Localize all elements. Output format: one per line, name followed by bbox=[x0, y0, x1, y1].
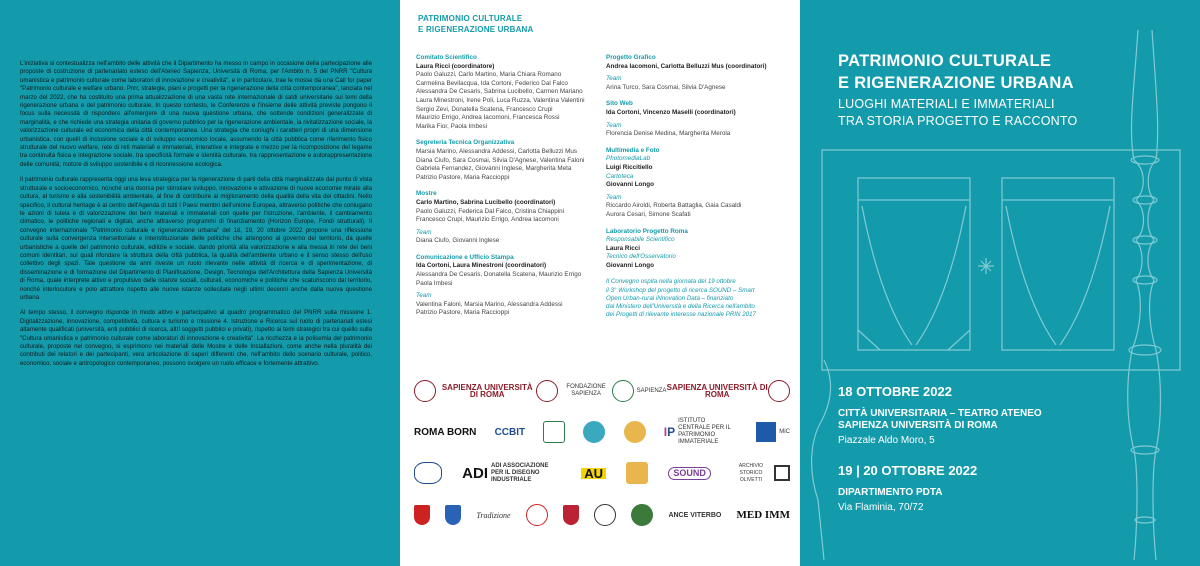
section-lead: Ida Cortoni, Laura Minestroni (coordinatori) bbox=[416, 262, 547, 270]
logo-row-2 bbox=[414, 418, 790, 446]
signature-seal-icon bbox=[768, 380, 790, 402]
credits-left-column bbox=[416, 54, 604, 326]
note-line: dal Ministero dell'Università e della Ricerca nell'ambito bbox=[606, 303, 755, 311]
venue-second: DIPARTIMENTO PDTA bbox=[838, 487, 943, 498]
mic-icon bbox=[756, 422, 776, 442]
note-line: il 3° Workshop del progetto di ricerca SOUND – Smart bbox=[606, 286, 755, 294]
team-line: Valentina Faloni, Marsia Marino, Alessandra Addessi bbox=[416, 300, 563, 308]
intro-text bbox=[20, 60, 372, 375]
credits-section bbox=[606, 54, 786, 92]
date-second: 19 | 20 OTTOBRE 2022 bbox=[838, 463, 978, 478]
section-line: Francesco Crupi, Maurizio Errigo, Andrea Iacomoni bbox=[416, 216, 559, 224]
logo-comune-1 bbox=[414, 505, 430, 525]
logo-signature bbox=[768, 380, 790, 402]
logo-adi: ADI ADI ASSOCIAZIONE PER IL DISEGNO INDUSTRIALE bbox=[462, 462, 549, 483]
intro-paragraph-3: Al tempo stesso, il convegno risponde in modo attivo e partecipativo al quadro programmatico del PNRR sulla missione 1. Digitalizzazione, innovazione, competitività, cultura e turismo e missione 4. Istruzione e Ricerca sul ruolo di partenariati estesi altamente qualificati (università, enti pubblici di ricerca, altri soggetti pubblici e privati), rispetto ai temi strategici tra cui quello sulla "Cultura umanistica e patrimonio culturale come laboratori di innovazione e creatività". La ricchezza e la polisemia del patrimonio culturale, proposte nel convegno, si esprimono nei materiali delle Mostre e delle Installazioni, come anche nella pluralità dei contributi dei relatori e dei partecipanti, vera articolazione di saperi differenti che, nell'ambito dello scenario culturale, politico, economico, sociale e antropologico contemporaneo, possono svolgere un ruolo efficace e fortemente attrattivo. bbox=[20, 309, 372, 367]
section-line: Laura Minestroni, Irene Poli, Luca Ruzza, Valentina Valentini bbox=[416, 96, 585, 104]
credits-section bbox=[606, 228, 786, 271]
section-title: Segreteria Tecnica Organizzativa bbox=[416, 139, 515, 147]
crest-icon bbox=[414, 505, 430, 525]
section-line: Marika Fior, Paola Imbesi bbox=[416, 122, 488, 130]
event-subtitle: LUOGHI MATERIALI E IMMATERIALI TRA STORIA PROGETTO E RACCONTO bbox=[838, 97, 1078, 128]
credits-section bbox=[606, 100, 786, 138]
section-title: Sito Web bbox=[606, 100, 633, 108]
section-line: Sergio Zevi, Donatella Scatena, Francesco Crupi bbox=[416, 105, 553, 113]
section-title: Laboratorio Progetto Roma bbox=[606, 227, 688, 235]
logo-fondazione: FONDAZIONE SAPIENZA bbox=[536, 380, 612, 402]
logo-icpi: IP ISTITUTO CENTRALE PER IL PATRIMONIO IMMATERIALE bbox=[663, 418, 731, 445]
logo-row-3 bbox=[414, 462, 790, 484]
logo-mic: MiC bbox=[756, 422, 790, 442]
tevere-icon bbox=[414, 462, 442, 484]
intro-panel bbox=[0, 0, 400, 566]
fondazione-seal-icon bbox=[536, 380, 558, 402]
logo-aru bbox=[583, 421, 605, 443]
section-title: Comunicazione e Ufficio Stampa bbox=[416, 253, 514, 261]
team-line: Riccardo Airoldi, Roberta Battaglia, Gaia Casaldi bbox=[606, 202, 742, 210]
section-line: Patrizio Pastore, Maria Raccioppi bbox=[416, 173, 510, 181]
role-name: Luigi Riccitiello bbox=[606, 163, 653, 171]
section-title: Comitato Scientifico bbox=[416, 54, 477, 61]
logo-tevere bbox=[414, 462, 442, 484]
olivetti-icon bbox=[774, 465, 790, 481]
section-line: Diana Ciufo, Sara Cosmai, Silvia D'Agnese, Valentina Faloni bbox=[416, 156, 585, 164]
section-lead: Ida Cortoni, Vincenzo Maselli (coordinatori) bbox=[606, 108, 736, 116]
lion-icon bbox=[526, 504, 548, 526]
section-lead: Laura Ricci (coordinatore) bbox=[416, 62, 495, 70]
section-line: Paolo Galuzzi, Carlo Martino, Maria Chiara Romano bbox=[416, 71, 562, 79]
logo-pi bbox=[626, 462, 648, 484]
team-label: Team bbox=[606, 75, 622, 83]
mountain-icon bbox=[543, 421, 565, 443]
logo-medimm: MED IMM bbox=[736, 509, 790, 521]
sapienza-seal-icon bbox=[414, 380, 436, 402]
note-line: Open Urban-rural iNnovation Data – finanziato bbox=[606, 294, 734, 302]
section-lead: Carlo Martino, Sabrina Lucibello (coordinatori) bbox=[416, 198, 556, 206]
role-label: Responsabile Scientifico bbox=[606, 236, 675, 244]
section-line: Carmelina Bevilacqua, Ida Cortoni, Federico Dal Falco bbox=[416, 79, 568, 87]
logo-sapienza: SAPIENZA UNIVERSITÀ DI ROMA bbox=[414, 380, 536, 402]
logo-comune-2 bbox=[445, 505, 461, 525]
team-line: Diana Ciufo, Giovanni Inglese bbox=[416, 237, 500, 245]
section-title: Mostre bbox=[416, 190, 437, 198]
team-label: Team bbox=[606, 193, 622, 201]
logo-sound: SOUND bbox=[668, 467, 711, 480]
sound-workshop-note bbox=[606, 278, 786, 319]
intro-paragraph-1: L'iniziativa si contestualizza nell'ambito delle attività che il Dipartimento ha messo in campo in occasione della partecipazione alle proposte di costruzione di partenariato esteso dell'Ateneo Sapienza, Università di Roma, per l'Ambito n. 5 del PNRR "Cultura umanistica e patrimonio culturale come laboratori di innovazione e creatività", e in particolare, trae le mosse da una Call for paper "Patrimonio culturale e welfare urbano. Pnrr, strategie, piani e progetti per la rigenerazione della città contemporanea", lanciata nel marzo del 2022, che ha costituito una prima attualizzazione di una vasta rete internazionale di saldi universitarie sui temi della rigenerazione urbana e del patrimonio culturale. In questo contesto, le Conferenze e l'insieme delle attività previste pongono il focus sulla necessità di rispondere all'emergere di una nuova questione urbana, che sottende condizioni generalizzate di marginalità, e che richiede una strategia unitaria di governo pubblico per la rigenerazione ambientale, la rivitalizzazione sociale, la valorizzazione culturale ed economica della città contemporanea. Una strategia che coniughi i caratteri propri di una dimensione urbanistica, con quelli di inclusione sociale e di sviluppo economico locale, assumendo la città pubblica come riferimento fisico strutturale del nuovo welfare, rete di reti materiali e immateriali, interattive e integrate e mezzo per la ricomposizione del legame tra continuità fisica e integrazione sociale, tra specificità formale e identità culturale, tra rappresentazione e autorappresentazione delle comunità; motore di sviluppo sostenibile e di riconnessione ecologica. bbox=[20, 60, 372, 168]
logo-row-1 bbox=[414, 380, 790, 402]
logo-tradizione: Tradizione bbox=[476, 510, 511, 520]
role-label: Cartoteca bbox=[606, 172, 634, 180]
logo-ance: ANCE VITERBO bbox=[668, 511, 722, 519]
logo-round-1 bbox=[594, 504, 616, 526]
section-line: Paolo Galuzzi, Federica Dal Falco, Cristina Chiappini bbox=[416, 207, 565, 215]
logo-roma: ROMA BORN bbox=[414, 426, 477, 438]
team-label: Team bbox=[606, 121, 622, 129]
credits-heading: PATRIMONIO CULTURALE E RIGENERAZIONE URBANA bbox=[418, 14, 534, 34]
cover-panel bbox=[800, 0, 1200, 566]
crest-icon bbox=[445, 505, 461, 525]
note-line: dei Progetti di rilevante interesse nazionale PRIN 2017 bbox=[606, 311, 756, 319]
logo-round-2 bbox=[631, 504, 653, 526]
role-label: PhotomediaLab bbox=[606, 155, 651, 163]
round-seal-icon bbox=[594, 504, 616, 526]
partner-logos bbox=[414, 380, 790, 556]
logo-olivetti: ARCHIVIO STORICO OLIVETTI bbox=[731, 463, 790, 484]
logo-mountain bbox=[543, 421, 565, 443]
note-line: Il Convegno ospita nella giornata del 19 ottobre bbox=[606, 278, 736, 286]
emblem-icon bbox=[563, 505, 579, 525]
logo-row-4 bbox=[414, 504, 790, 526]
team-line: Arina Turco, Sara Cosmai, Silvia D'Agnese bbox=[606, 83, 726, 91]
credits-panel bbox=[400, 0, 800, 566]
address-first: Piazzale Aldo Moro, 5 bbox=[838, 435, 935, 446]
credits-right-column bbox=[606, 54, 786, 319]
section-title: Progetto Grafico bbox=[606, 54, 656, 61]
credits-section bbox=[416, 254, 604, 318]
role-name: Giovanni Longo bbox=[606, 261, 654, 269]
yellow-seal-icon bbox=[624, 421, 646, 443]
round-seal-icon bbox=[631, 504, 653, 526]
logo-sapienza-3: SAPIENZA UNIVERSITÀ DI ROMA bbox=[666, 383, 768, 399]
section-title: Multimedia e Foto bbox=[606, 146, 660, 154]
logo-yellow bbox=[624, 421, 646, 443]
credits-section bbox=[416, 54, 604, 131]
aru-icon bbox=[583, 421, 605, 443]
section-line: Paola Imbesi bbox=[416, 279, 453, 287]
venue-first: CITTÀ UNIVERSITARIA – TEATRO ATENEO SAPIENZA UNIVERSITÀ DI ROMA bbox=[838, 408, 1042, 431]
section-lead: Andrea Iacomoni, Carlotta Belluzzi Mus (coordinatori) bbox=[606, 62, 767, 70]
credits-section bbox=[416, 190, 604, 246]
credits-section bbox=[416, 139, 604, 182]
logo-lion bbox=[526, 504, 548, 526]
logo-au: AU bbox=[581, 468, 606, 479]
team-line: Florencia Denise Medina, Margherita Merola bbox=[606, 130, 731, 138]
pi-icon bbox=[626, 462, 648, 484]
logo-ccbit: CCBIT bbox=[494, 426, 526, 438]
date-first: 18 OTTOBRE 2022 bbox=[838, 384, 952, 399]
team-line: Aurora Cesari, Simone Scafati bbox=[606, 210, 691, 218]
team-line: Patrizio Pastore, Maria Raccioppi bbox=[416, 309, 510, 317]
section-line: Marsia Marino, Alessandra Addessi, Carlotta Belluzzi Mus bbox=[416, 147, 577, 155]
logo-emblem bbox=[563, 505, 579, 525]
section-line: Alessandra De Cesaris, Sabrina Lucibello, Carmen Mariano bbox=[416, 88, 583, 96]
team-label: Team bbox=[416, 228, 432, 236]
role-label: Tecnico dell'Osservatorio bbox=[606, 253, 676, 261]
credits-section bbox=[606, 147, 786, 220]
section-line: Maurizio Errigo, Andrea Iacomoni, Francesca Rossi bbox=[416, 114, 560, 122]
address-second: Via Flaminia, 70/72 bbox=[838, 502, 924, 513]
department-seal-icon bbox=[612, 380, 634, 402]
intro-paragraph-2: Il patrimonio culturale rappresenta oggi una leva strategica per la rigenerazione di parti della città marginalizzate dal punto di vista strutturale e socioeconomico, nonché una risorsa per stimolare sviluppo, innovazione e attivazione di nuove economie mirate alla cultura, al turismo e alla sostenibilità ambientale, al fine di contribuire al miglioramento della qualità della vita dei cittadini. Nello specifico, il cultural heritage è al centro dell'Agenda di tutti i Paesi membri dell'unione Europea, attraverso politiche che coniugano le azioni di tutela e di valorizzazione dei beni materiali e immateriali con quelle per l'istruzione, l'ambiente, il cambiamento climatico, le politiche regionali e digitali, anche attraverso programmi di finanziamento (Horizon Europe, Fondi strutturali). Il convegno internazionale "Patrimonio culturale e rigenerazione urbana" del 18, 19, 20 ottobre 2022 propone una riflessione culturale sulla convergenza intersettoriale e interistituzionale delle politiche che attengono al governo del territorio, da quelle urbanistiche a quelle del patrimonio culturale, edilizie e sociale, dando priorità alla valorizzazione e alla messa in rete dei beni comuni identitari, sui quali rifondare la struttura della città pubblica, la qualità dell'ambiente urbano e il senso stesso dell'uso collettivo degli spazi. Tale questione da anni riveste un ruolo rilevante nelle attività di ricerca e di sperimentazione, di disseminazione e di formazione del Dipartimento di Pianificazione, Design, Tecnologia dell'Architettura della Sapienza Università di Roma, quale interprete attivo e propulsivo delle istanze sociali, culturali, economiche e politiche che scaturiscono dal territorio, nonché interlocutore e polo attrattore rispetto alle nuove istanze sollecitate negli ultimi decenni anche dalla nuova questione urbana. bbox=[20, 176, 372, 301]
team-label: Team bbox=[416, 292, 432, 300]
section-line: Gabriela Fernandez, Giovanni Inglese, Margherita Meta bbox=[416, 165, 572, 173]
role-name: Giovanni Longo bbox=[606, 181, 654, 189]
logo-sapienza-2: SAPIENZA bbox=[612, 380, 667, 402]
role-name: Laura Ricci bbox=[606, 244, 640, 252]
section-line: Alessandra De Cesaris, Donatella Scatena, Maurizio Errigo bbox=[416, 271, 582, 279]
event-title: PATRIMONIO CULTURALE E RIGENERAZIONE URBANA bbox=[838, 52, 1074, 92]
